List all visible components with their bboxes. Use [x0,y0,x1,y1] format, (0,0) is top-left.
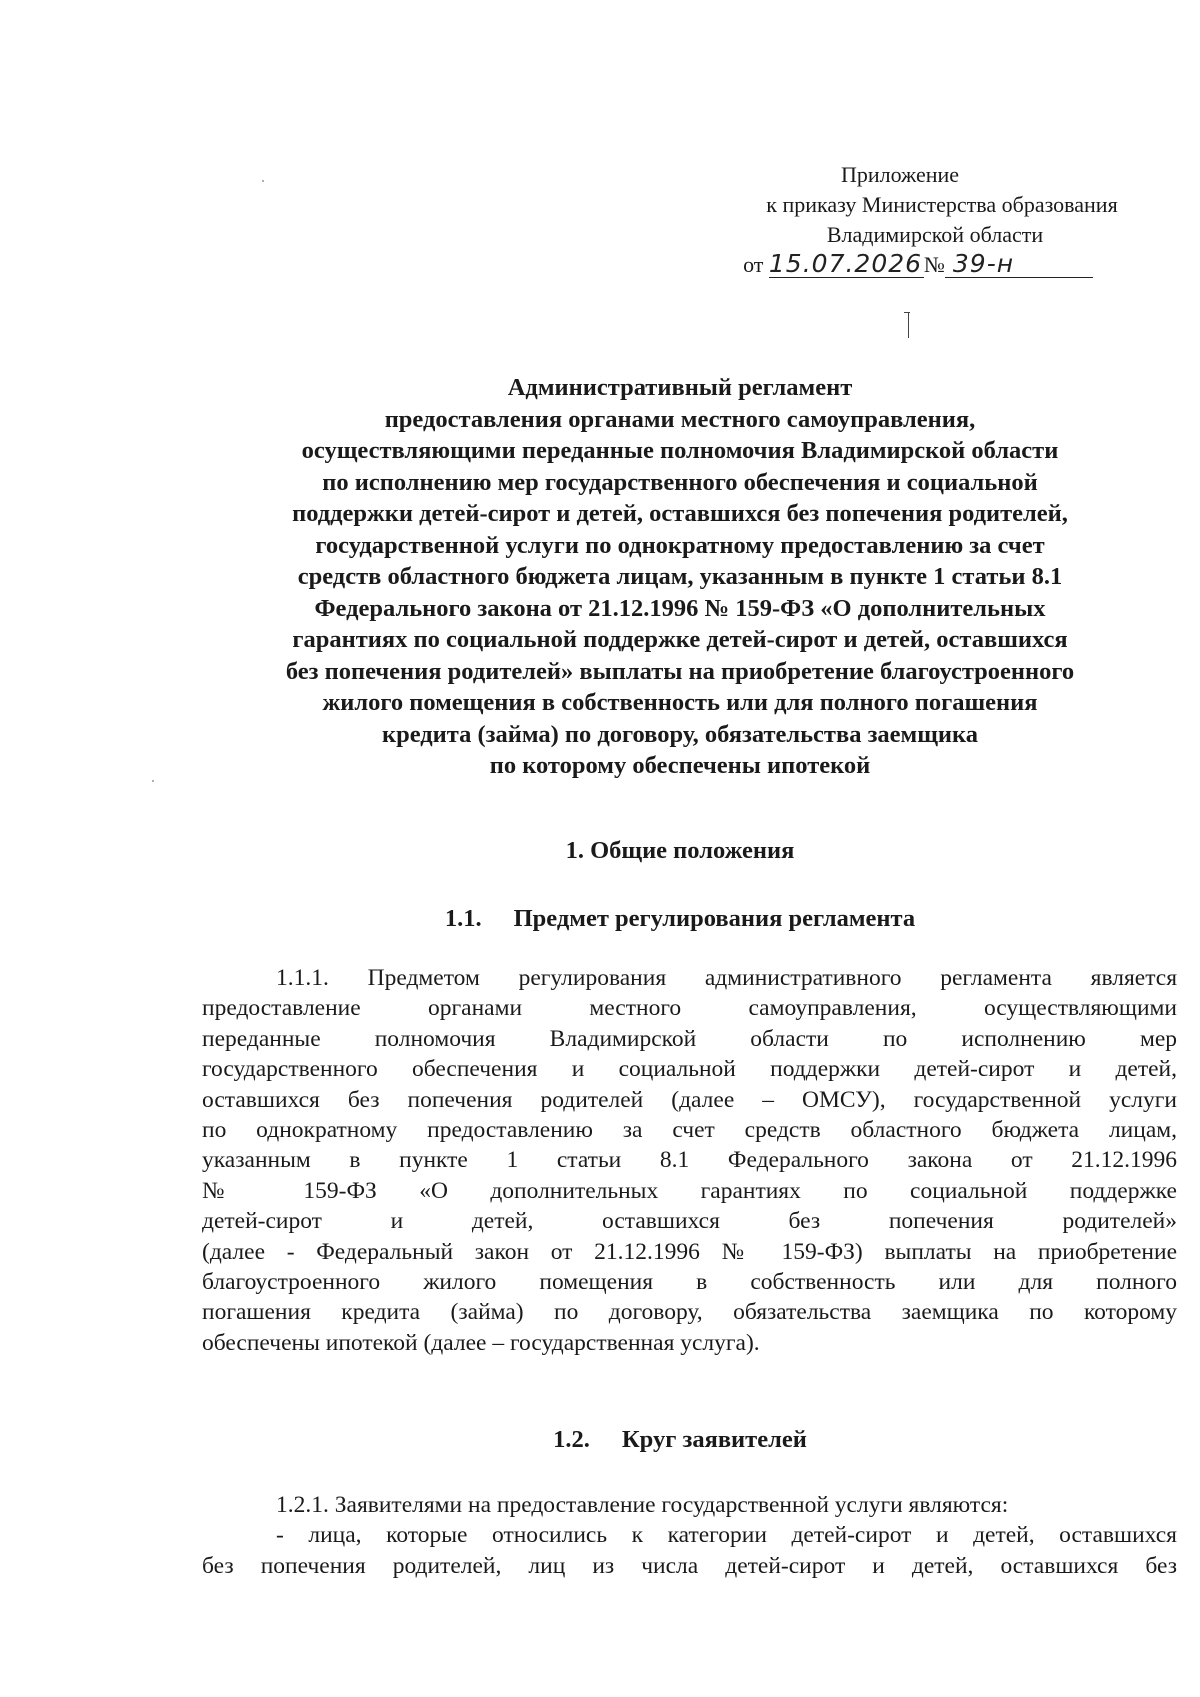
title-line: по исполнению мер государственного обеспечения и социальной [322,468,1038,496]
paragraph-line: детей-сирот и детей, оставшихся без попечения родителей» [202,1208,1177,1235]
paragraph-line: оставшихся без попечения родителей (далее – ОМСУ), государственной услуги [202,1086,1177,1113]
scan-mark [908,312,909,338]
section-heading-1: 1. Общие положения [565,837,795,864]
paragraph-line: (далее - Федеральный закон от 21.12.1996 № 159-ФЗ) выплаты на приобретение [202,1238,1177,1265]
paragraph-line: по однократному предоставлению за счет средств областного бюджета лицам, [202,1117,1177,1144]
subsection-title: Предмет регулирования регламента [513,905,916,932]
title-line: поддержки детей-сирот и детей, оставшихся без попечения родителей, [292,500,1068,527]
date-prefix: от [743,252,764,277]
paragraph-line: 1.2.1. Заявителями на предоставление государственной услуги являются: [276,1492,1009,1518]
paragraph-line: 1.1.1. Предметом регулирования административного регламента является [276,965,1177,991]
title-line: по которому обеспечены ипотекой [489,752,871,779]
paragraph-line: - лица, которые относились к категории детей-сирот и детей, оставшихся [276,1522,1177,1549]
title-line: Административный регламент [507,374,853,401]
title-line: предоставления органами местного самоуправления, [384,405,976,433]
appendix-label: Приложение [840,162,960,187]
title-line: гарантиях по социальной поддержке детей-сирот и детей, оставшихся [292,626,1068,653]
title-line: жилого помещения в собственность или для полного погашения [322,689,1038,716]
title-line: государственной услуги по однократному предоставлению за счет [315,531,1045,559]
paragraph-line: погашения кредита (займа) по договору, обязательства заемщика по которому [202,1299,1177,1326]
scan-speck [262,180,264,182]
handwritten-date: 15.07.2026 [768,249,923,278]
paragraph-1-1-1 [202,963,1177,1358]
appendix-header [600,160,1200,280]
title-line: без попечения родителей» выплаты на приобретение благоустроенного [285,657,1075,685]
paragraph-line: № 159-ФЗ «О дополнительных гарантиях по социальной поддержке [202,1177,1177,1204]
paragraph-line: без попечения родителей, лиц из числа детей-сирот и детей, оставшихся без [202,1552,1177,1579]
title-line: средств областного бюджета лицам, указанным в пункте 1 статьи 8.1 [297,563,1063,590]
subsection-heading-1-1 [175,904,1185,934]
paragraph-line: благоустроенного жилого помещения в собственность или для полного [202,1269,1177,1296]
paragraph-line: указанным в пункте 1 статьи 8.1 Федерального закона от 21.12.1996 [202,1147,1177,1174]
subsection-number: 1.2. [553,1426,590,1453]
subsection-number: 1.1. [444,905,482,932]
subsection-title: Круг заявителей [621,1426,807,1453]
title-line: Федерального закона от 21.12.1996 № 159-ФЗ «О дополнительных [314,594,1046,622]
paragraph-line: обеспечены ипотекой (далее – государственная услуга). [202,1329,760,1356]
handwritten-number: 39-н [945,251,1093,278]
paragraph-line: переданные полномочия Владимирской области по исполнению мер [202,1025,1177,1052]
appendix-order-ref: к приказу Министерства образования [766,192,1118,217]
subsection-heading-1-2 [175,1425,1185,1455]
title-line: кредита (займа) по договору, обязательства заемщика [381,720,979,748]
regulation-title [175,372,1185,782]
number-prefix: № [923,252,945,277]
appendix-region: Владимирской области [826,222,1044,247]
appendix-date-line [618,250,1200,280]
paragraph-line: государственного обеспечения и социальной поддержки детей-сирот и детей, [202,1056,1177,1083]
title-line: осуществляющими переданные полномочия Владимирской области [301,437,1059,464]
scan-mark-top [904,312,910,313]
paragraph-1-2-1 [202,1490,1177,1581]
scan-speck [152,780,154,782]
paragraph-line: предоставление органами местного самоуправления, осуществляющими [202,995,1177,1022]
